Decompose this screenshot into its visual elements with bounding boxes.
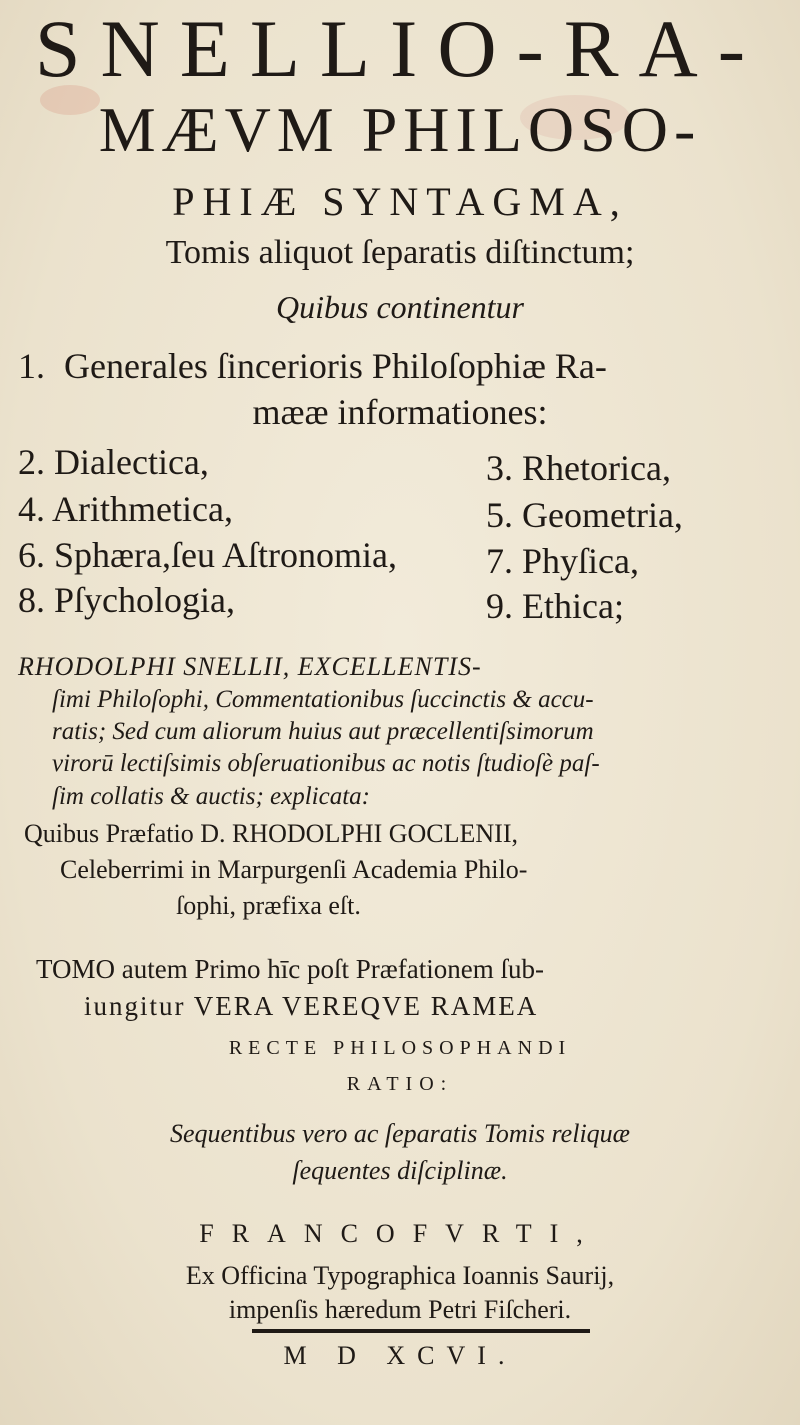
contents-arithmetica: 4. Arithmetica, xyxy=(18,489,233,529)
tomo-line-4: RATIO: xyxy=(346,1073,454,1095)
tomo-line-3: RECTE PHILOSOPHANDI xyxy=(228,1037,572,1059)
title-line-3: PHIÆ SYNTAGMA, xyxy=(172,179,628,224)
tomo-line-1: TOMO autem Primo hīc poſt Præfationem ſub- xyxy=(36,954,544,984)
subtitle-tomis: Tomis aliquot ſeparatis diſtinctum; xyxy=(165,234,635,271)
commentary-line-5: ſim collatis & auctis; explicata: xyxy=(52,783,370,810)
commentary-line-1: RHODOLPHI SNELLII, EXCELLENTIS- xyxy=(18,652,482,681)
sequentibus-line-2: ſequentes diſciplinæ. xyxy=(292,1156,508,1185)
commentary-line-4: virorū lectiſsimis obſeruationibus ac notis ſtudioſè paſ- xyxy=(52,750,600,777)
imprint-year: M D XCVI. xyxy=(283,1341,517,1370)
contents-item-1-line-2: mææ informationes: xyxy=(252,392,548,432)
contents-sphaera: 6. Sphæra,ſeu Aſtronomia, xyxy=(18,535,397,575)
commentary-line-3: ratis; Sed cum aliorum huius aut præcellentiſsimorum xyxy=(52,718,594,745)
contents-item-1-line-1: Generales ſincerioris Philoſophiæ Ra- xyxy=(64,346,607,386)
preface-line-1: Quibus Præfatio D. RHODOLPHI GOCLENII, xyxy=(24,819,518,848)
contents-ethica: 9. Ethica; xyxy=(486,586,624,626)
sequentibus-line-1: Sequentibus vero ac ſeparatis Tomis reliquæ xyxy=(169,1119,631,1148)
title-line-1: SNELLIO-RA- xyxy=(34,3,766,94)
contents-item-1-number: 1. xyxy=(18,346,45,386)
contents-rhetorica: 3. Rhetorica, xyxy=(486,448,671,488)
tomo-line-2: iungitur VERA VEREQVE RAMEA xyxy=(84,991,539,1021)
preface-line-3: ſophi, præfixa eſt. xyxy=(176,891,361,920)
contents-geometria: 5. Geometria, xyxy=(486,495,683,535)
imprint-line-1: Ex Officina Typographica Ioannis Saurij, xyxy=(185,1261,615,1290)
imprint-rule xyxy=(252,1329,590,1333)
preface-line-2: Celeberrimi in Marpurgenſi Academia Philo- xyxy=(60,855,528,884)
contents-physica: 7. Phyſica, xyxy=(486,541,639,581)
contents-dialectica: 2. Dialectica, xyxy=(18,442,209,482)
subtitle-quibus: Quibus continentur xyxy=(276,289,524,325)
contents-psychologia: 8. Pſychologia, xyxy=(18,580,235,620)
title-line-2: MÆVM PHILOSO- xyxy=(98,94,702,165)
imprint-line-2: impenſis hæredum Petri Fiſcheri. xyxy=(228,1295,572,1324)
imprint-city: FRANCOFVRTI, xyxy=(199,1219,601,1248)
commentary-line-2: ſimi Philoſophi, Commentationibus ſuccinctis & accu- xyxy=(52,686,594,713)
